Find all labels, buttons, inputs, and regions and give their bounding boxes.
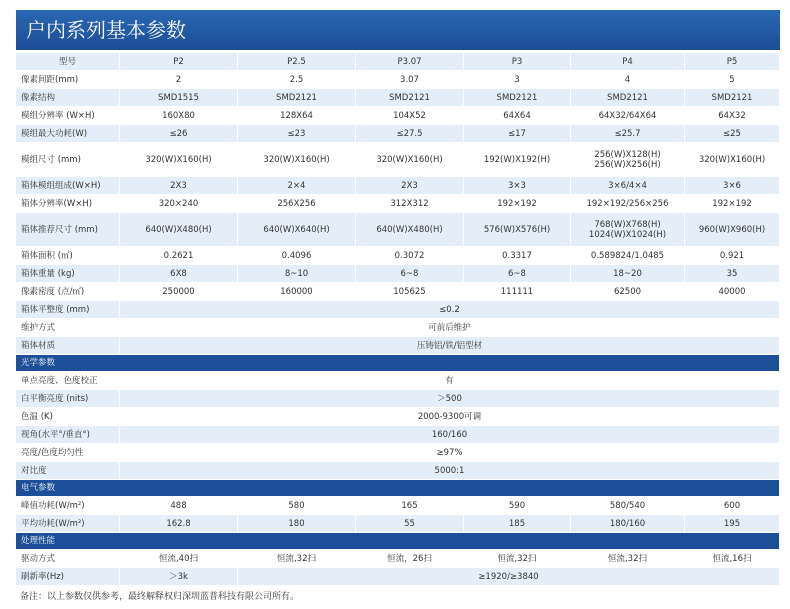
table-row-merged [16,408,780,426]
row-value: 640(W)X480(H) [120,213,238,247]
row-value: 2 [120,71,238,89]
table-row [16,550,780,568]
row-value: 105625 [356,283,464,301]
row-value: 3×6 [685,177,780,195]
row-label: 模组尺寸 (mm) [16,143,120,177]
row-value: 192(W)X192(H) [464,143,571,177]
row-value: 0.2621 [120,247,238,265]
table-row [16,568,780,586]
row-value: 192×192 [685,195,780,213]
row-label: 箱体推荐尺寸 (mm) [16,213,120,247]
header-model: P4 [571,53,685,71]
row-value: ≤25.7 [571,125,685,143]
row-value: 590 [464,497,571,515]
row-label: 箱体模组组成(W×H) [16,177,120,195]
row-label: 峰值功耗(W/m²) [16,497,120,515]
row-value: 960(W)X960(H) [685,213,780,247]
row-value: 35 [685,265,780,283]
row-value: 64X32 [685,107,780,125]
row-value: 128X64 [238,107,356,125]
row-value: 192×192 [464,195,571,213]
row-value: 180/160 [571,515,685,533]
table-row [16,497,780,515]
row-value: 256X256 [238,195,356,213]
row-value: 恒流,40扫 [120,550,238,568]
row-value: ≤17 [464,125,571,143]
row-value-merged: 5000:1 [120,462,780,480]
row-value: 3.07 [356,71,464,89]
row-label: 模组最大功耗(W) [16,125,120,143]
row-label: 像素间距(mm) [16,71,120,89]
row-value: 600 [685,497,780,515]
row-value: 64X64 [464,107,571,125]
row-value: 恒流,32扫 [238,550,356,568]
row-value: 恒流,16扫 [685,550,780,568]
table-row-merged [16,444,780,462]
table-row [16,515,780,533]
row-value: 恒流,32扫 [464,550,571,568]
row-value: 580 [238,497,356,515]
row-value: 8~10 [238,265,356,283]
row-value: 18~20 [571,265,685,283]
row-value-merged: 有 [120,372,780,390]
row-label: 模组分辨率 (W×H) [16,107,120,125]
row-label: 对比度 [16,462,120,480]
row-value: SMD2121 [356,89,464,107]
row-label: 箱体面积 (㎡) [16,247,120,265]
row-value: 3 [464,71,571,89]
row-label: 驱动方式 [16,550,120,568]
header-model: P5 [685,53,780,71]
row-value: ≤26 [120,125,238,143]
table-row-merged [16,390,780,408]
row-value: 312X312 [356,195,464,213]
row-value: 768(W)X768(H) 1024(W)X1024(H) [571,213,685,247]
table-row [16,265,780,283]
section-optical [16,355,780,372]
row-value: 192×192/256×256 [571,195,685,213]
row-value-merged: ≥97% [120,444,780,462]
table-row [16,143,780,177]
row-value: ＞3k [120,568,238,586]
row-value: 2×4 [238,177,356,195]
row-label: 维护方式 [16,319,120,337]
row-value: SMD2121 [464,89,571,107]
row-value: 0.3317 [464,247,571,265]
row-value: ≤25 [685,125,780,143]
page-title: 户内系列基本参数 [16,10,780,50]
table-row-merged [16,337,780,355]
row-label: 像素结构 [16,89,120,107]
table-row [16,213,780,247]
row-value: 64X32/64X64 [571,107,685,125]
spec-table [16,53,780,586]
row-value: 111111 [464,283,571,301]
row-value: 320(W)X160(H) [685,143,780,177]
row-value: 580/540 [571,497,685,515]
row-value: 576(W)X576(H) [464,213,571,247]
row-value: SMD2121 [685,89,780,107]
row-value: 3×3 [464,177,571,195]
row-value: SMD2121 [238,89,356,107]
row-value-merged: 可前后维护 [120,319,780,337]
table-row [16,89,780,107]
table-header-row [16,53,780,71]
row-value: SMD1515 [120,89,238,107]
row-label: 视角(水平°/垂直°) [16,426,120,444]
row-value: 恒流,32扫 [571,550,685,568]
row-value: 320×240 [120,195,238,213]
row-value: 62500 [571,283,685,301]
section-processing [16,533,780,550]
row-value: 488 [120,497,238,515]
table-row [16,283,780,301]
table-row [16,107,780,125]
row-value: 640(W)X640(H) [238,213,356,247]
row-label: 箱体平整度 (mm) [16,301,120,319]
table-row [16,71,780,89]
row-value: 160X80 [120,107,238,125]
table-row [16,195,780,213]
row-value: ≤27.5 [356,125,464,143]
row-value: 0.3072 [356,247,464,265]
row-value: 160000 [238,283,356,301]
row-value: 40000 [685,283,780,301]
row-value: 104X52 [356,107,464,125]
row-label: 刷新率(Hz) [16,568,120,586]
table-row [16,177,780,195]
row-label: 白平衡亮度 (nits) [16,390,120,408]
row-value: 2X3 [120,177,238,195]
row-label: 箱体材质 [16,337,120,355]
table-row [16,125,780,143]
row-label: 像素密度 (点/㎡) [16,283,120,301]
row-value: 162.8 [120,515,238,533]
row-value: 165 [356,497,464,515]
row-value: 5 [685,71,780,89]
row-value: 256(W)X128(H) 256(W)X256(H) [571,143,685,177]
row-value-merged: 2000-9300可调 [120,408,780,426]
section-electrical [16,480,780,497]
row-value: 2X3 [356,177,464,195]
row-value: 250000 [120,283,238,301]
row-value: ≤23 [238,125,356,143]
row-value: 195 [685,515,780,533]
row-value: 2.5 [238,71,356,89]
row-label: 箱体分辨率(W×H) [16,195,120,213]
table-row-merged [16,426,780,444]
table-row [16,247,780,265]
row-value: 6~8 [464,265,571,283]
row-label: 色温 (K) [16,408,120,426]
row-label: 单点亮度、色度校正 [16,372,120,390]
row-value: 320(W)X160(H) [356,143,464,177]
row-value-merged: 压铸铝/铁/铝型材 [120,337,780,355]
row-label: 箱体重量 (kg) [16,265,120,283]
row-value: 4 [571,71,685,89]
row-value: 3×6/4×4 [571,177,685,195]
header-model: P3.07 [356,53,464,71]
row-label: 平均功耗(W/m²) [16,515,120,533]
table-row-merged [16,319,780,337]
row-value: 恒流，26扫 [356,550,464,568]
header-model: P3 [464,53,571,71]
section-title: 电气参数 [16,480,780,497]
row-value: 6~8 [356,265,464,283]
section-title: 处理性能 [16,533,780,550]
row-value-merged: ≥1920/≥3840 [238,568,780,586]
row-value: 320(W)X160(H) [238,143,356,177]
row-value: 640(W)X480(H) [356,213,464,247]
row-value-merged: 160/160 [120,426,780,444]
row-value: 0.589824/1.0485 [571,247,685,265]
header-model: P2 [120,53,238,71]
spec-table-body [16,53,780,586]
table-row-merged [16,301,780,319]
row-value-merged: ≤0.2 [120,301,780,319]
row-value: SMD2121 [571,89,685,107]
row-value: 180 [238,515,356,533]
header-model: P2.5 [238,53,356,71]
row-value: 185 [464,515,571,533]
table-row-merged [16,462,780,480]
row-value: 55 [356,515,464,533]
row-value: 0.921 [685,247,780,265]
section-title: 光学参数 [16,355,780,372]
row-label: 亮度/色度均匀性 [16,444,120,462]
row-value: 0.4096 [238,247,356,265]
footer-note: 备注：以上参数仅供参考，最终解释权归深圳蓝普科技有限公司所有。 [20,592,300,602]
table-row-merged [16,372,780,390]
row-value: 6X8 [120,265,238,283]
header-label: 型号 [16,53,120,71]
row-value: 320(W)X160(H) [120,143,238,177]
row-value-merged: ＞500 [120,390,780,408]
